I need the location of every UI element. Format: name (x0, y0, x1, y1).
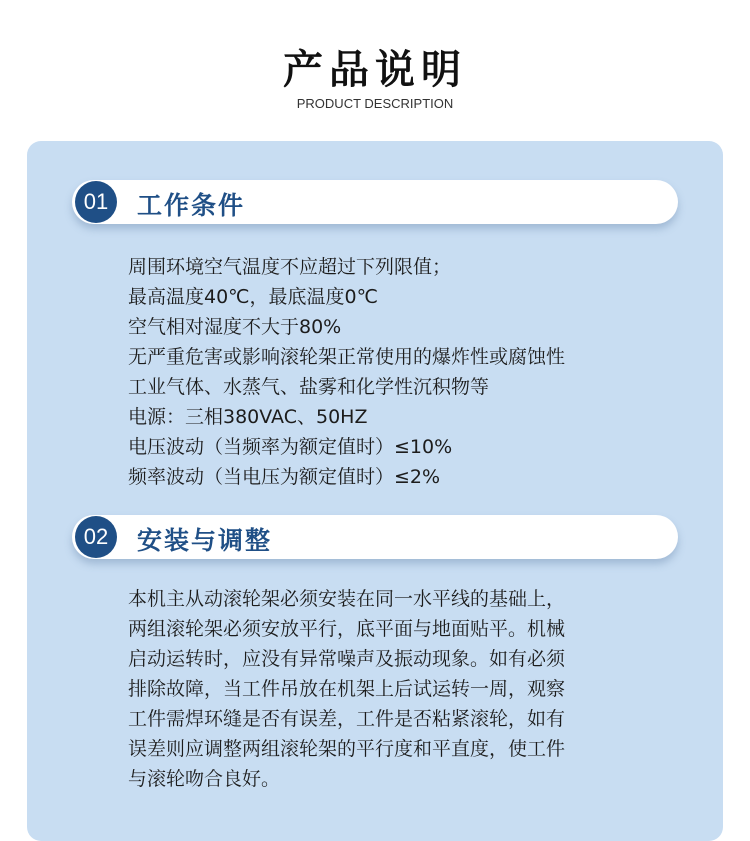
body-line: 误差则应调整两组滚轮架的平行度和平直度，使工件 (128, 738, 566, 760)
body-line: 最高温度40℃，最底温度0℃ (128, 286, 378, 308)
section-title-working-conditions: 工作条件 (137, 191, 246, 220)
body-line: 工业气体、水蒸气、盐雾和化学性沉积物等 (128, 376, 490, 398)
body-line: 两组滚轮架必须安放平行，底平面与地面贴平。机械 (128, 618, 566, 640)
section-number-badge: 02 (75, 516, 117, 558)
body-line: 电源：三相380VAC、50HZ (128, 406, 368, 428)
section-number-badge: 01 (75, 181, 117, 223)
page-title: 产品说明 (283, 47, 467, 93)
section-body-installation-adjustment (128, 584, 565, 794)
body-line: 电压波动（当频率为额定值时）≤10% (128, 436, 453, 458)
section-title-installation-adjustment: 安装与调整 (137, 526, 273, 555)
section-body-working-conditions (128, 252, 565, 492)
page-subtitle: PRODUCT DESCRIPTION (296, 96, 454, 111)
body-line: 排除故障，当工件吊放在机架上后试运转一周，观察 (128, 678, 566, 700)
body-line: 与滚轮吻合良好。 (128, 768, 281, 790)
body-line: 工件需焊环缝是否有误差，工件是否粘紧滚轮，如有 (128, 708, 566, 730)
body-line: 启动运转时，应没有异常噪声及振动现象。如有必须 (128, 648, 566, 670)
body-line: 无严重危害或影响滚轮架正常使用的爆炸性或腐蚀性 (128, 346, 566, 368)
body-line: 周围环境空气温度不应超过下列限值； (128, 256, 452, 278)
body-line: 空气相对湿度不大于80% (128, 316, 342, 338)
body-line: 频率波动（当电压为额定值时）≤2% (128, 466, 441, 488)
body-line: 本机主从动滚轮架必须安装在同一水平线的基础上， (128, 588, 566, 610)
